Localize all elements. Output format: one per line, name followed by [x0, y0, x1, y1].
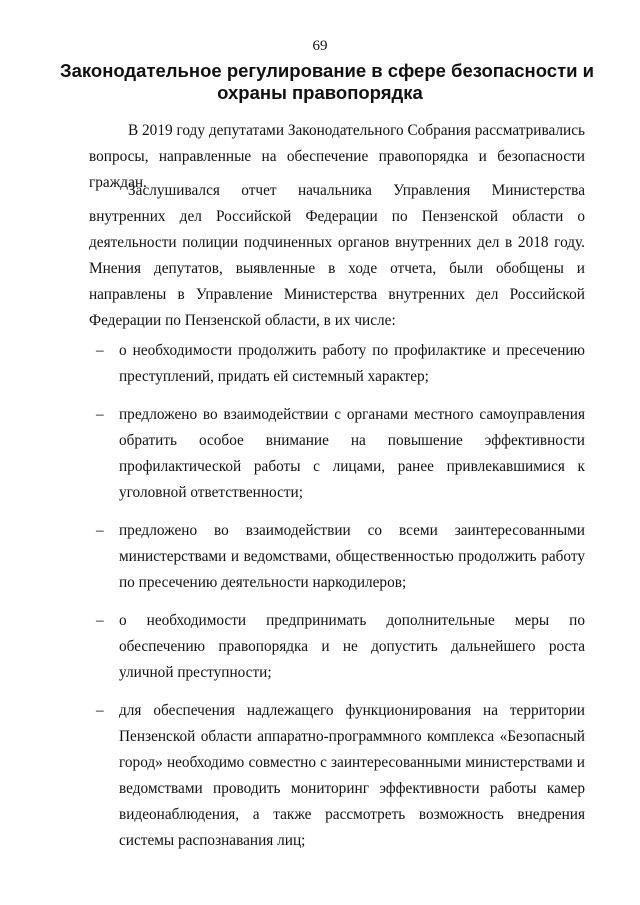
- recommendations-list: [89, 338, 585, 866]
- heading-line-1: Законодательное регулирование в сфере безопасности и: [60, 60, 595, 81]
- list-item: [89, 608, 585, 686]
- heading-line-2: охраны правопорядка: [217, 82, 423, 103]
- page-number: 69: [312, 38, 328, 54]
- list-item: [89, 402, 585, 506]
- list-item-text: предложено во взаимодействии со всеми заинтересованными министерствами и ведомствами, общественностью продолжить работу по пресечению деятельности наркодилеров;: [119, 522, 585, 591]
- bullet-dash: –: [96, 522, 104, 539]
- bullet-dash: –: [96, 342, 104, 359]
- section-heading: [60, 60, 595, 104]
- list-item-text: о необходимости предпринимать дополнительные меры по обеспечению правопорядка и не допустить дальнейшего роста уличной преступности;: [119, 612, 585, 681]
- bullet-dash: –: [96, 702, 104, 719]
- list-item-text: для обеспечения надлежащего функционирования на территории Пензенской области аппаратно-программного комплекса «Безопасный город» необходимо совместно с заинтересованными министерствами и ведомствами проводить мониторинг эффективности работы камер видеонаблюдения, а также рассмотреть возможность внедрения системы распознавания лиц;: [119, 702, 585, 849]
- list-item-text: предложено во взаимодействии с органами местного самоуправления обратить особое внимание на повышение эффективности профилактической работы с лицами, ранее привлекавшимися к уголовной ответственности;: [119, 406, 585, 501]
- paragraph-intro: В 2019 году депутатами Законодательного Собрания рассматривались вопросы, направленные на обеспечение правопорядка и безопасности граждан.: [89, 122, 585, 191]
- paragraph-report: Заслушивался отчет начальника Управления Министерства внутренних дел Российской Федерации по Пензенской области о деятельности полиции подчиненных органов внутренних дел в 2018 году. Мнения депутатов, выявленные в ходе отчета, были обобщены и направлены в Управление Министерства внутренних дел Российской Федерации по Пензенской области, в их числе:: [89, 182, 585, 329]
- list-item-text: о необходимости продолжить работу по профилактике и пресечению преступлений, придать ей системный характер;: [119, 342, 585, 385]
- bullet-dash: –: [96, 612, 104, 629]
- list-item: [89, 698, 585, 854]
- list-item: [89, 338, 585, 390]
- list-item: [89, 518, 585, 596]
- bullet-dash: –: [96, 406, 104, 423]
